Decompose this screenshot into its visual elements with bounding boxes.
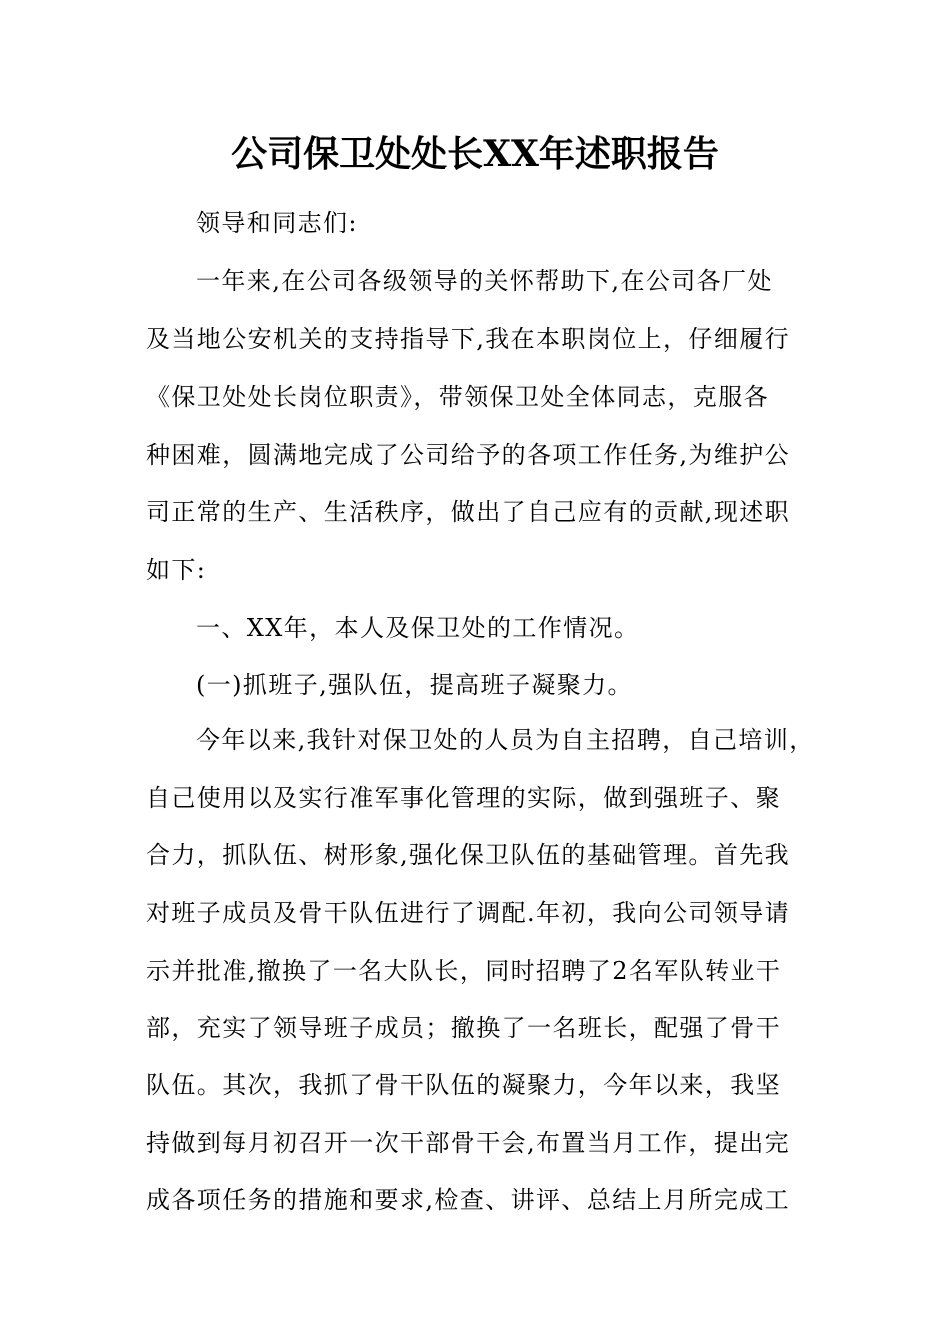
text-line: 《保卫处处长岗位职责》，带领保卫处全体同志，克服各 (146, 383, 769, 411)
document-title: 公司保卫处处长XX年述职报告 (231, 133, 719, 175)
text-line: 持做到每月初召开一次干部骨干会,布置当月工作，提出完 (146, 1129, 791, 1157)
text-line: 队伍。其次，我抓了骨干队伍的凝聚力，今年以来，我坚 (146, 1071, 781, 1099)
text-line: 领导和同志们: (196, 209, 358, 237)
text-line: 司正常的生产、生活秩序，做出了自己应有的贡献,现述职 (146, 498, 791, 526)
text-line: 一、XX年，本人及保卫处的工作情况。 (196, 614, 640, 642)
text-line: 合力，抓队伍、树形象,强化保卫队伍的基础管理。首先我 (146, 841, 791, 869)
text-line: 自己使用以及实行准军事化管理的实际，做到强班子、聚 (146, 784, 781, 812)
text-line: 对班子成员及骨干队伍进行了调配.年初，我向公司领导请 (146, 899, 791, 927)
text-line: 及当地公安机关的支持指导下,我在本职岗位上，仔细履行 (146, 325, 791, 353)
text-line: 示并批准,撤换了一名大队长，同时招聘了2名军队转业干 (146, 957, 782, 985)
text-line: 部，充实了领导班子成员；撤换了一名班长，配强了骨干 (146, 1014, 781, 1042)
text-line: 成各项任务的措施和要求,检查、讲评、总结上月所完成工 (146, 1186, 791, 1214)
text-line: 种困难，圆满地完成了公司给予的各项工作任务,为维护公 (146, 441, 791, 469)
text-line: 如下: (146, 556, 207, 584)
text-line: (一)抓班子,强队伍，提高班子凝聚力。 (196, 671, 633, 699)
text-line: 今年以来,我针对保卫处的人员为自主招聘，自己培训， (196, 726, 815, 754)
text-line: 一年来,在公司各级领导的关怀帮助下,在公司各厂处 (196, 267, 773, 295)
